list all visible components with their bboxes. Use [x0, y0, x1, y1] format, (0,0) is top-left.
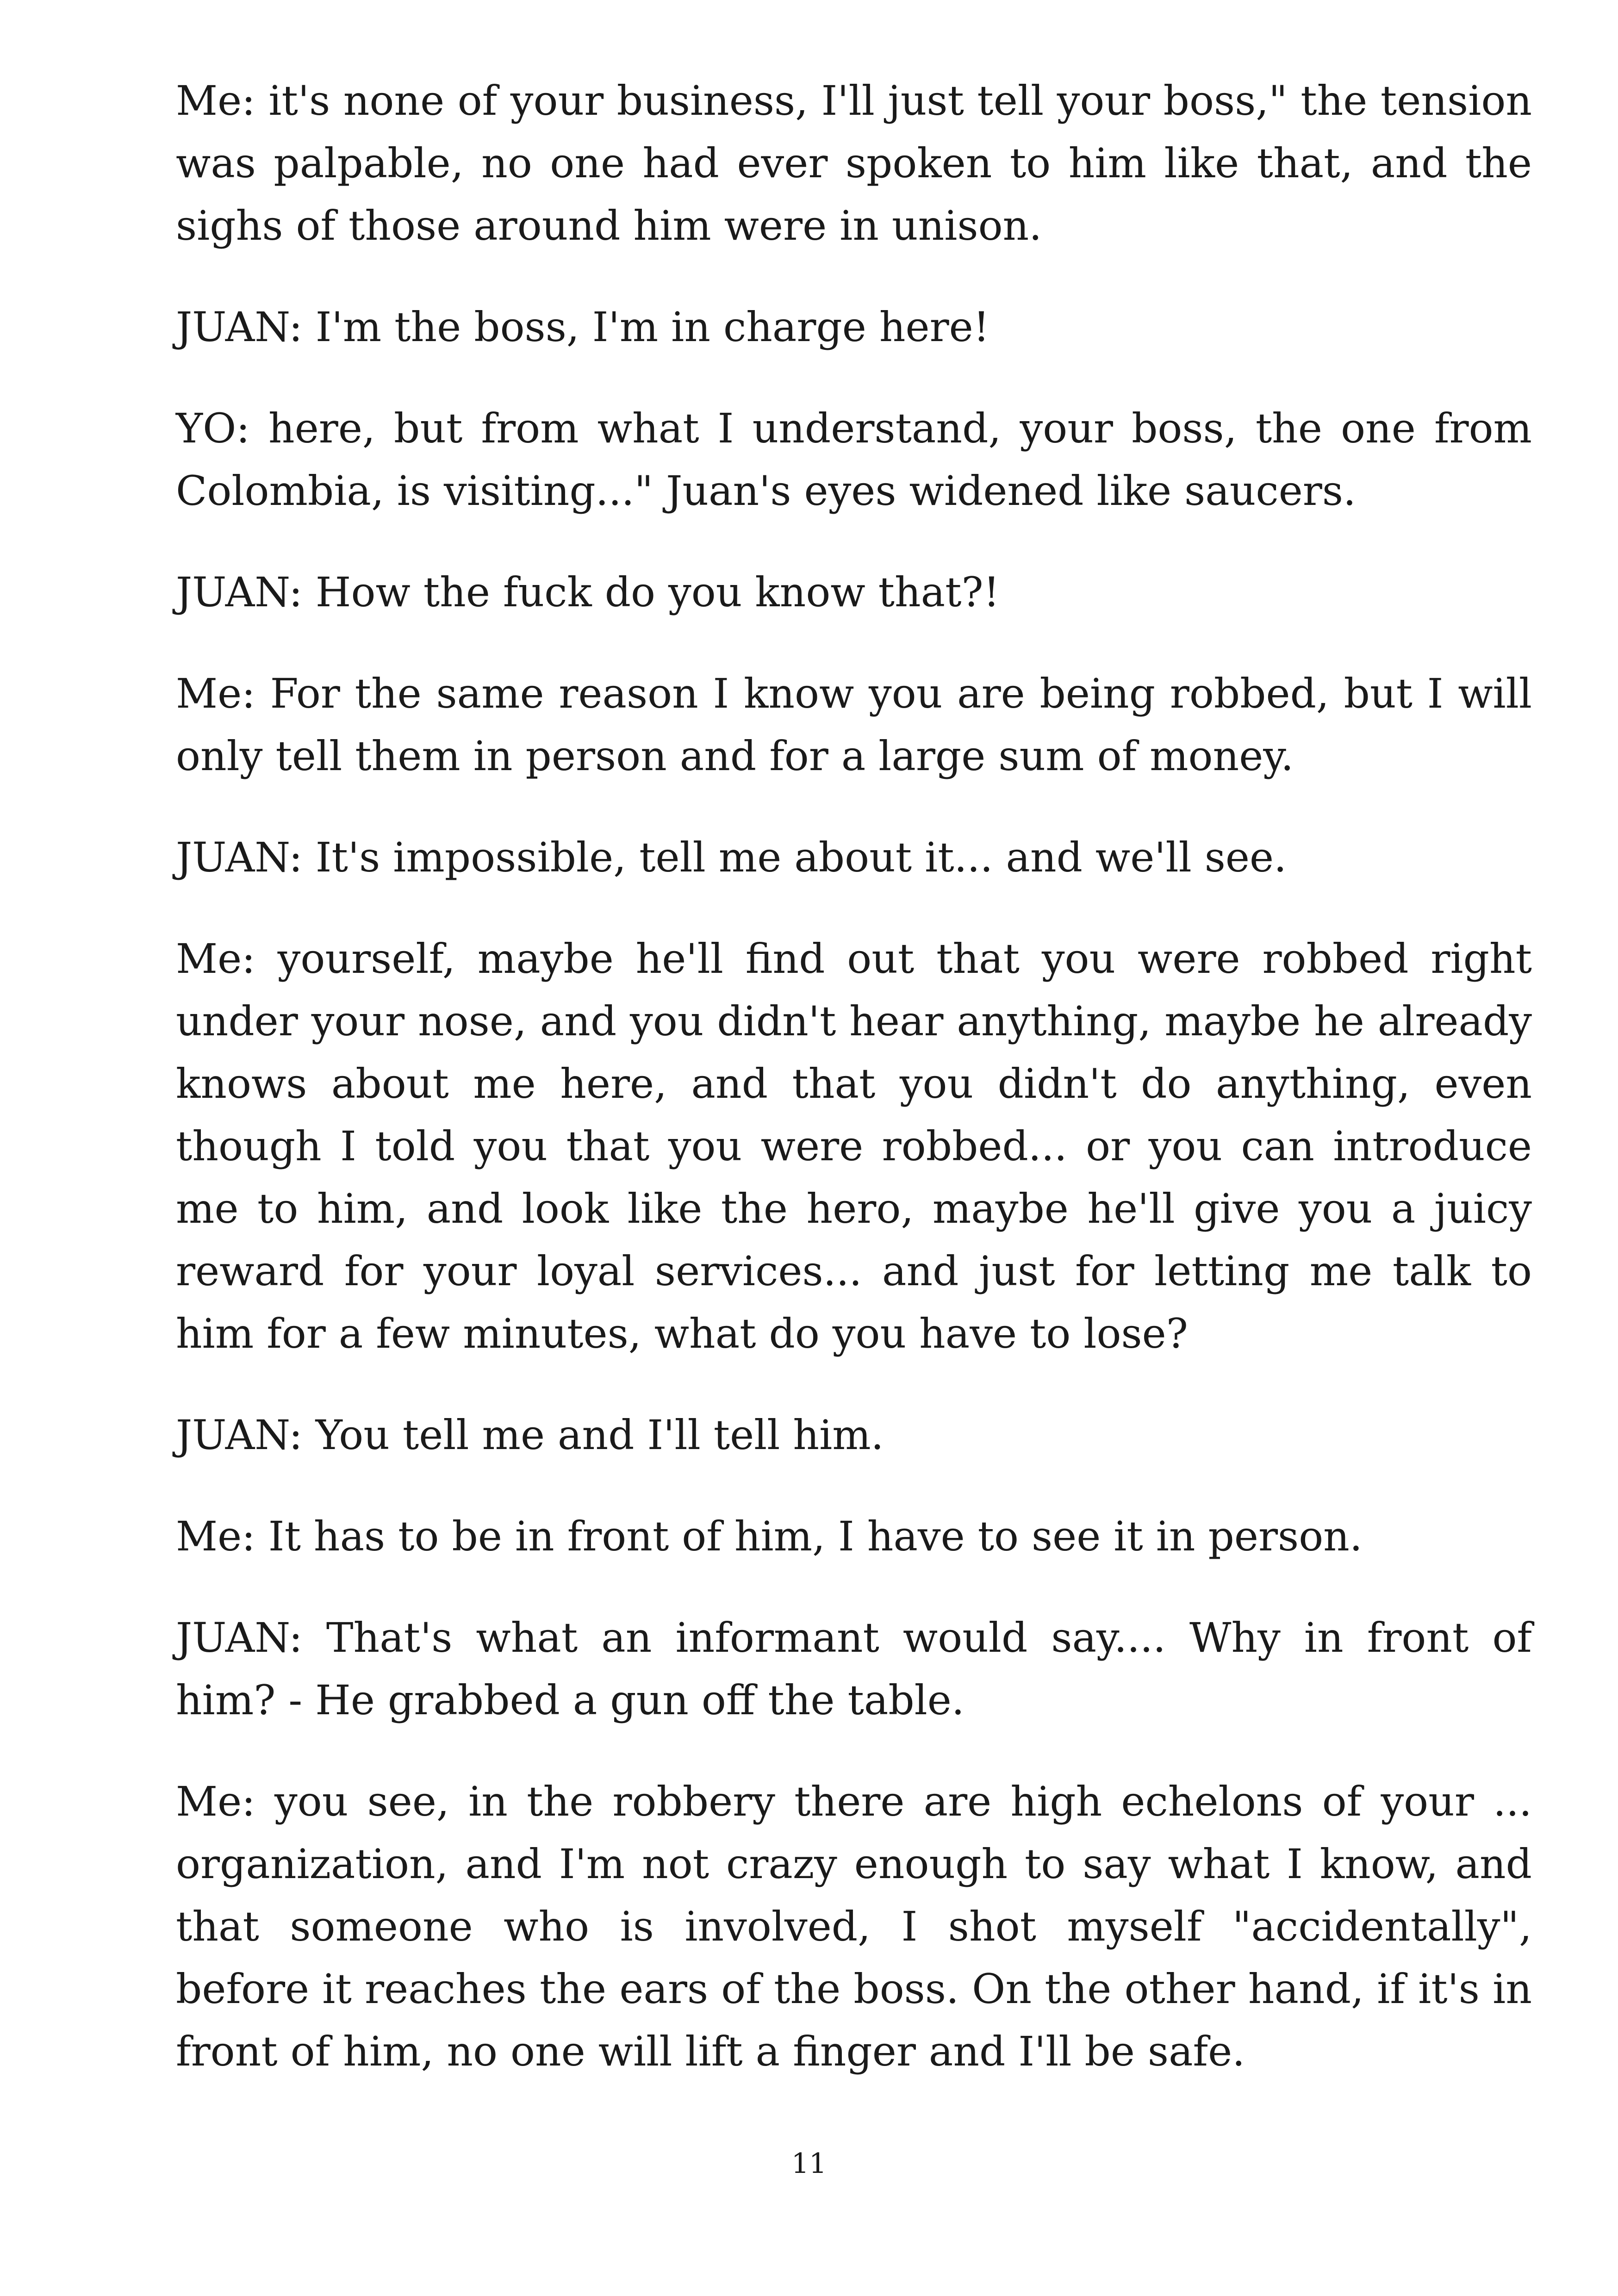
paragraph-11: Me: you see, in the robbery there are high echelons of your ... organization, and I'm not crazy enough to say what I know, and that someone who is involved, I shot myself "accidentally", before it reaches the ears of the boss. On the other hand, if it's in front of him, no one will lift a finger and I'll be safe.	[176, 1778, 1532, 2075]
paragraph-10: JUAN: That's what an informant would say.... Why in front of him? - He grabbed a gun off the table.	[176, 1614, 1532, 1724]
paragraph-1: Me: it's none of your business, I'll just tell your boss," the tension was palpable, no one had ever spoken to him like that, and the sighs of those around him were in unison.	[176, 77, 1532, 249]
paragraph-2: JUAN: I'm the boss, I'm in charge here!	[176, 303, 990, 351]
paragraph-5: Me: For the same reason I know you are being robbed, but I will only tell them in person and for a large sum of money.	[176, 670, 1532, 780]
paragraph-7: Me: yourself, maybe he'll find out that you were robbed right under your nose, and you didn't hear anything, maybe he already knows about me here, and that you didn't do anything, even though I told you that you were robbed... or you can introduce me to him, and look like the hero, maybe he'll give you a juicy reward for your loyal services... and just for letting me talk to him for a few minutes, what do you have to lose?	[176, 935, 1532, 1357]
paragraph-8: JUAN: You tell me and I'll tell him.	[176, 1411, 884, 1459]
body-text	[176, 69, 1532, 2122]
page-number: 11	[791, 2147, 827, 2180]
paragraph-4: JUAN: How the fuck do you know that?!	[176, 568, 1000, 616]
paragraph-9: Me: It has to be in front of him, I have to see it in person.	[176, 1512, 1363, 1560]
paragraph-6: JUAN: It's impossible, tell me about it... and we'll see.	[176, 834, 1287, 881]
paragraph-3: YO: here, but from what I understand, your boss, the one from Colombia, is visiting..." Juan's eyes widened like saucers.	[176, 404, 1532, 515]
